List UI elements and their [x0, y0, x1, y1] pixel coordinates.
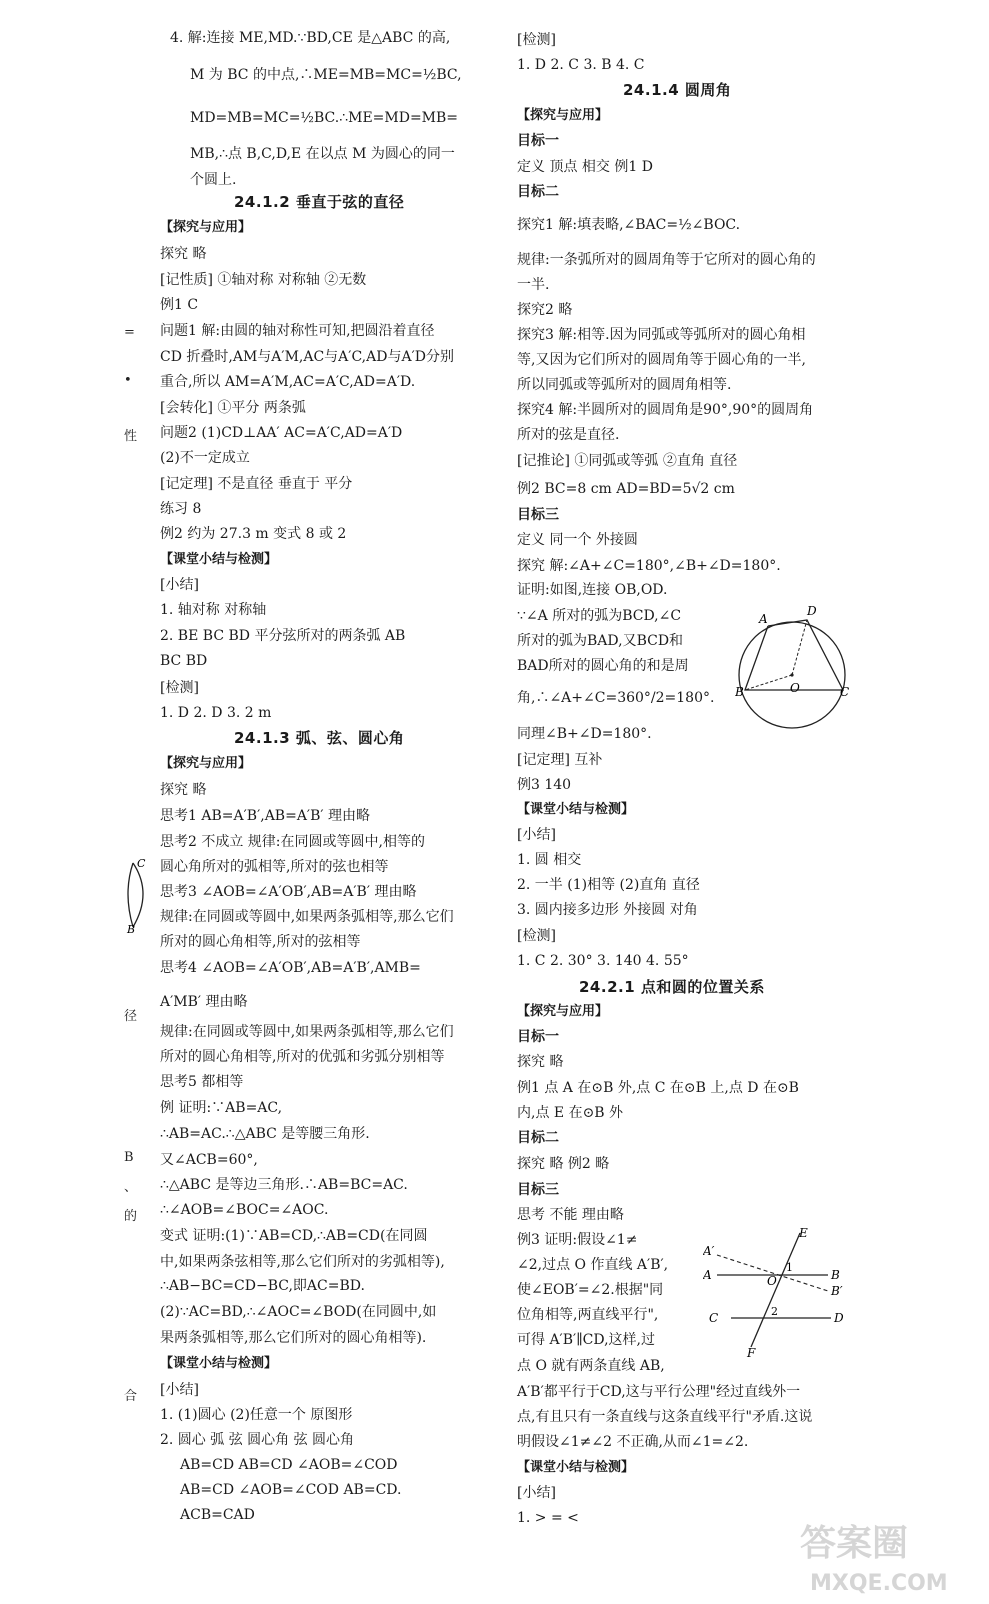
text-line: 1. 轴对称 对称轴: [160, 602, 267, 618]
text-line: 目标一: [517, 1029, 559, 1045]
text-line: 探究 略: [160, 246, 207, 262]
text-line: ACB=CAD: [180, 1507, 255, 1523]
margin-fragment: =: [124, 325, 135, 340]
text-line: (2)∵AC=BD,∴∠AOC=∠BOD(在同圆中,如: [160, 1304, 437, 1320]
text-line: 同理∠B+∠D=180°.: [517, 726, 652, 742]
text-line: 思考2 不成立 规律:在同圆或等圆中,相等的: [160, 834, 425, 850]
fig2-label-f: F: [747, 1346, 756, 1360]
text-line: 所对的圆心角相等,所对的弦相等: [160, 934, 361, 950]
text-line: 规律:在同圆或等圆中,如果两条弧相等,那么它们: [160, 1024, 454, 1040]
text-line: 问题1 解:由圆的轴对称性可知,把圆沿着直径: [160, 323, 435, 339]
side-label-b: B: [127, 923, 136, 935]
text-line: 又∠ACB=60°,: [160, 1152, 258, 1168]
text-line: 内,点 E 在⊙B 外: [517, 1105, 624, 1121]
text-line: 探究 略 例2 略: [517, 1156, 610, 1172]
fig2-label-a-prime: A′: [703, 1244, 715, 1258]
text-line: 例3 140: [517, 777, 572, 793]
section-tag: 【课堂小结与检测】: [160, 1356, 278, 1371]
text-line: ∴∠AOB=∠BOC=∠AOC.: [160, 1202, 329, 1218]
text-line: 探究2 略: [517, 302, 573, 318]
fig1-label-c: C: [840, 685, 850, 699]
text-line: 例2 约为 27.3 m 变式 8 或 2: [160, 526, 347, 542]
section-tag: 【课堂小结与检测】: [517, 1460, 635, 1475]
fig1-label-d: D: [807, 604, 817, 618]
text-line: [小结]: [517, 1485, 556, 1501]
text-line: 4. 解:连接 ME,MD.∵BD,CE 是△ABC 的高,: [170, 30, 451, 46]
fig1-label-o: O: [790, 681, 800, 695]
text-line: 所对的弦是直径.: [517, 427, 620, 443]
text-line: 果两条弧相等,那么它们所对的圆心角相等).: [160, 1330, 427, 1346]
text-line: 所对的圆心角相等,所对的优弧和劣弧分别相等: [160, 1049, 445, 1065]
fig2-label-d: D: [834, 1311, 844, 1325]
section-heading: 24.2.1 点和圆的位置关系: [579, 978, 765, 996]
text-line: 变式 证明:(1)∵AB=CD,∴AB=CD(在同圆: [160, 1228, 428, 1244]
text-line: 明假设∠1≠∠2 不正确,从而∠1=∠2.: [517, 1434, 749, 1450]
text-line: 点,有且只有一条直线与这条直线平行"矛盾.这说: [517, 1409, 813, 1425]
section-heading: 24.1.3 弧、弦、圆心角: [234, 729, 405, 747]
section-tag: 【探究与应用】: [160, 756, 252, 771]
text-line: 思考 不能 理由略: [517, 1207, 624, 1223]
text-line: ∵∠A 所对的弧为BCD,∠C: [517, 608, 682, 624]
text-line: ∴AB−BC=CD−BC,即AC=BD.: [160, 1278, 365, 1294]
text-line: A′B′都平行于CD,这与平行公理"经过直线外一: [517, 1384, 801, 1400]
text-line: MB,∴点 B,C,D,E 在以点 M 为圆心的同一: [190, 146, 455, 162]
text-line: 例 证明:∵AB=AC,: [160, 1100, 283, 1116]
fig2-label-b-prime: B′: [831, 1284, 843, 1298]
section-heading: 24.1.2 垂直于弦的直径: [234, 193, 405, 211]
margin-fragment: 的: [124, 1209, 138, 1224]
text-line: 例1 点 A 在⊙B 外,点 C 在⊙B 上,点 D 在⊙B: [517, 1080, 799, 1096]
text-line: 重合,所以 AM=A′M,AC=A′C,AD=A′D.: [160, 374, 416, 390]
margin-fragment: B: [124, 1150, 134, 1165]
text-line: 2. 一半 (1)相等 (2)直角 直径: [517, 877, 700, 893]
text-line: [记定理] 不是直径 垂直于 平分: [160, 476, 353, 492]
text-line: 1. > = <: [517, 1510, 579, 1526]
text-line: 2. BE BC BD 平分弦所对的两条弧 AB: [160, 628, 406, 644]
fig2-label-e: E: [799, 1226, 808, 1240]
fig2-label-1: 1: [786, 1261, 793, 1274]
text-line: 探究4 解:半圆所对的圆周角是90°,90°的圆周角: [517, 402, 814, 418]
text-line: 目标三: [517, 507, 559, 523]
text-line: AB=CD AB=CD ∠AOB=∠COD: [180, 1457, 398, 1473]
text-line: AB=CD ∠AOB=∠COD AB=CD.: [180, 1482, 402, 1498]
fig2-label-c: C: [709, 1311, 719, 1325]
fig2-label-b: B: [831, 1268, 840, 1282]
text-line: 目标二: [517, 184, 559, 200]
text-line: 规律:在同圆或等圆中,如果两条弧相等,那么它们: [160, 909, 454, 925]
text-line: 探究1 解:填表略,∠BAC=½∠BOC.: [517, 217, 741, 233]
text-line: 目标一: [517, 133, 559, 149]
text-line: 目标三: [517, 1182, 559, 1198]
text-line: 探究 略: [517, 1054, 564, 1070]
text-line: 1. 圆 相交: [517, 852, 582, 868]
text-line: 3. 圆内接多边形 外接圆 对角: [517, 902, 698, 918]
text-line: 思考5 都相等: [160, 1074, 244, 1090]
text-line: [检测]: [160, 680, 199, 696]
text-line: [检测]: [517, 32, 556, 48]
text-line: 所对的弧为BAD,又BCD和: [517, 633, 684, 649]
text-line: 角,∴∠A+∠C=360°/2=180°.: [517, 690, 715, 706]
margin-fragment: 、: [124, 1180, 138, 1195]
text-line: 思考4 ∠AOB=∠A′OB′,AB=A′B′,AMB=: [160, 960, 421, 976]
text-line: 目标二: [517, 1130, 559, 1146]
text-line: 1. D 2. C 3. B 4. C: [517, 57, 645, 73]
watermark-logo: [790, 1510, 970, 1600]
text-line: 探究3 解:相等.因为同弧或等弧所对的圆心角相: [517, 327, 806, 343]
text-line: 一半.: [517, 277, 550, 293]
text-line: 问题2 (1)CD⊥AA′ AC=A′C,AD=A′D: [160, 425, 403, 441]
text-line: BC BD: [160, 653, 208, 669]
fig1-label-a: A: [759, 612, 768, 626]
text-line: 1. C 2. 30° 3. 140 4. 55°: [517, 953, 689, 969]
section-tag: 【探究与应用】: [160, 220, 252, 235]
text-line: 点 O 就有两条直线 AB,: [517, 1358, 665, 1374]
side-label-c: C: [137, 857, 146, 870]
text-line: 个圆上.: [190, 172, 237, 188]
text-line: 规律:一条弧所对的圆周角等于它所对的圆心角的: [517, 252, 816, 268]
text-line: 例3 证明:假设∠1≠: [517, 1232, 638, 1248]
text-line: 探究 解:∠A+∠C=180°,∠B+∠D=180°.: [517, 558, 781, 574]
section-heading: 24.1.4 圆周角: [623, 81, 732, 99]
text-line: 探究 略: [160, 782, 207, 798]
text-line: 例1 C: [160, 297, 199, 313]
margin-fragment: 径: [124, 1009, 138, 1024]
section-tag: 【探究与应用】: [517, 108, 609, 123]
text-line: BAD所对的圆心角的和是周: [517, 658, 689, 674]
text-line: [记性质] ①轴对称 对称轴 ②无数: [160, 272, 367, 288]
text-line: 中,如果两条弦相等,那么它们所对的劣弧相等),: [160, 1254, 445, 1270]
text-line: ∠2,过点 O 作直线 A′B′,: [517, 1257, 669, 1273]
section-tag: 【课堂小结与检测】: [160, 552, 278, 567]
text-line: [会转化] ①平分 两条弧: [160, 400, 306, 416]
text-line: [记推论] ①同弧或等弧 ②直角 直径: [517, 453, 738, 469]
text-line: 可得 A′B′∥CD,这样,过: [517, 1332, 656, 1348]
section-tag: 【探究与应用】: [517, 1004, 609, 1019]
fig2-label-o: O: [767, 1274, 777, 1288]
text-line: ∴△ABC 是等边三角形.∴AB=BC=AC.: [160, 1177, 408, 1193]
text-line: 所以同弧或等弧所对的圆周角相等.: [517, 377, 732, 393]
watermark-text-1: 答案圈: [800, 1523, 909, 1564]
text-line: A′MB′ 理由略: [160, 994, 248, 1010]
fig2-label-2: 2: [771, 1305, 778, 1318]
text-line: 等,又因为它们所对的圆周角等于圆心角的一半,: [517, 352, 806, 368]
fig2-label-a: A: [703, 1268, 712, 1282]
inscribed-quadrilateral-figure: [735, 600, 850, 740]
margin-fragment: •: [124, 373, 132, 388]
text-line: 2. 圆心 弧 弦 圆心角 弦 圆心角: [160, 1432, 355, 1448]
text-line: 1. (1)圆心 (2)任意一个 原图形: [160, 1407, 353, 1423]
text-line: (2)不一定成立: [160, 450, 250, 466]
text-line: 练习 8: [160, 501, 202, 517]
text-line: 位角相等,两直线平行",: [517, 1307, 659, 1323]
parallel-lines-figure: [703, 1225, 848, 1360]
text-line: 定义 顶点 相交 例1 D: [517, 159, 653, 175]
watermark-text-2: MXQE.COM: [810, 1571, 948, 1596]
text-line: 思考1 AB=A′B′,AB=A′B′ 理由略: [160, 808, 371, 824]
margin-fragment: 合: [124, 1389, 138, 1404]
text-line: [小结]: [517, 827, 556, 843]
text-line: 1. D 2. D 3. 2 m: [160, 705, 272, 721]
text-line: 使∠EOB′=∠2.根据"同: [517, 1282, 664, 1298]
text-line: MD=MB=MC=½BC.∴ME=MD=MB=: [190, 110, 459, 126]
text-line: 圆心角所对的弧相等,所对的弦也相等: [160, 859, 389, 875]
fig1-label-b: B: [735, 685, 744, 699]
section-tag: 【课堂小结与检测】: [517, 802, 635, 817]
text-line: 思考3 ∠AOB=∠A′OB′,AB=A′B′ 理由略: [160, 884, 417, 900]
text-line: M 为 BC 的中点,∴ME=MB=MC=½BC,: [190, 67, 462, 83]
text-line: 定义 同一个 外接圆: [517, 532, 638, 548]
text-line: [检测]: [517, 928, 556, 944]
text-line: 证明:如图,连接 OB,OD.: [517, 582, 668, 598]
text-line: ∴AB=AC.∴△ABC 是等腰三角形.: [160, 1126, 370, 1142]
text-line: [记定理] 互补: [517, 752, 603, 768]
text-line: CD 折叠时,AM与A′M,AC与A′C,AD与A′D分别: [160, 349, 454, 365]
side-arc-figure: [125, 855, 155, 935]
text-line: [小结]: [160, 577, 199, 593]
text-line: [小结]: [160, 1382, 199, 1398]
margin-fragment: 性: [124, 429, 138, 444]
text-line: 例2 BC=8 cm AD=BD=5√2 cm: [517, 481, 735, 497]
